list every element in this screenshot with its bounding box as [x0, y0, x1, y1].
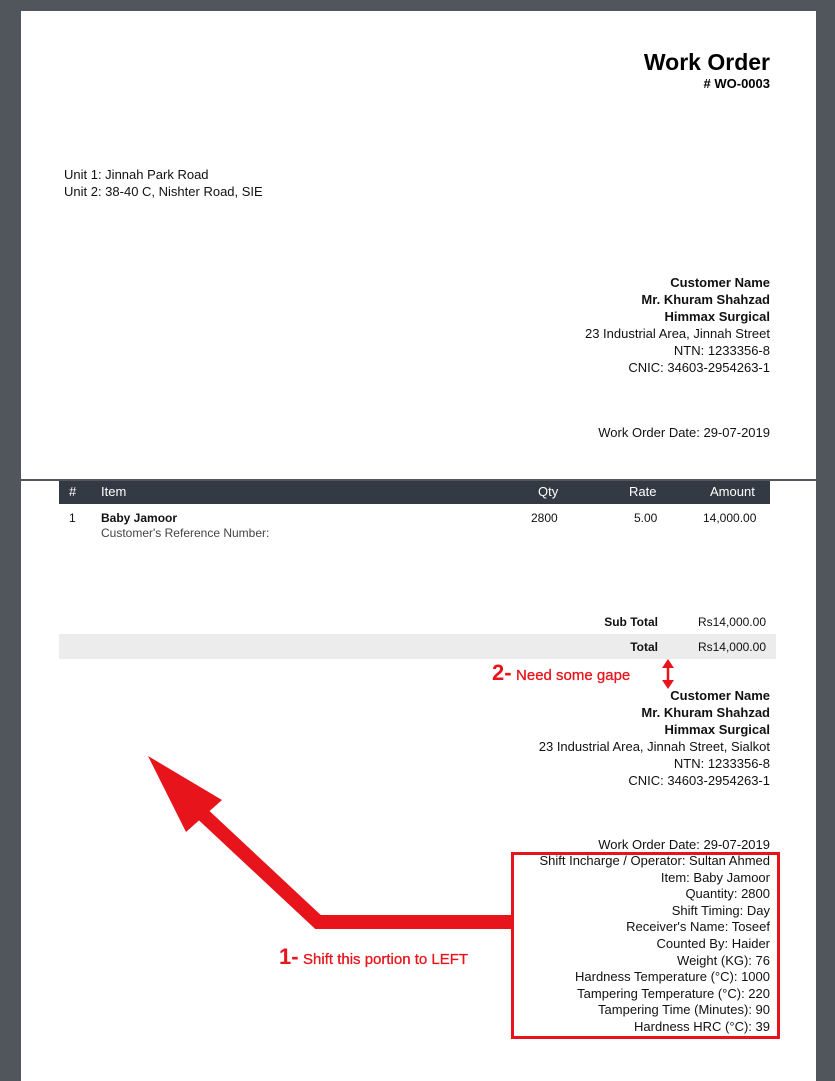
customer-cnic: CNIC: 34603-2954263-1 [628, 360, 770, 375]
detail-hardness-hrc: Hardness HRC (°C): 39 [634, 1018, 770, 1034]
customer-address: 23 Industrial Area, Jinnah Street, Sialkot [538, 739, 770, 754]
header-item: Item [101, 484, 127, 499]
unit-address-1: Unit 1: Jinnah Park Road [64, 167, 209, 182]
row-amount: 14,000.00 [703, 511, 757, 525]
customer-name: Mr. Khuram Shahzad [641, 292, 770, 307]
header-qty: Qty [538, 484, 559, 499]
detail-hardness-temperature: Hardness Temperature (°C): 1000 [575, 969, 770, 985]
document-title: Work Order [643, 49, 770, 75]
customer-name: Mr. Khuram Shahzad [641, 705, 770, 720]
note-1-text: Shift this portion to LEFT [303, 951, 469, 968]
header-amount: Amount [710, 484, 755, 499]
note-2 [492, 660, 630, 686]
header-num: # [69, 484, 77, 499]
detail-tampering-time: Tampering Time (Minutes): 90 [598, 1002, 770, 1018]
row-qty: 2800 [531, 511, 558, 525]
header-rate: Rate [629, 484, 657, 499]
detail-quantity: Quantity: 2800 [685, 886, 770, 902]
gap-arrow-up [662, 659, 674, 668]
total-label: Total [630, 640, 658, 654]
subtotal-label: Sub Total [604, 615, 658, 629]
customer-cnic: CNIC: 34603-2954263-1 [628, 773, 770, 788]
detail-tampering-temperature: Tampering Temperature (°C): 220 [577, 985, 770, 1001]
detail-weight: Weight (KG): 76 [677, 952, 770, 968]
gap-arrow-down [662, 680, 674, 689]
detail-item: Item: Baby Jamoor [660, 869, 770, 885]
note-1-number: 1- [279, 944, 299, 969]
work-order-date-bottom: Work Order Date: 29-07-2019 [598, 837, 770, 852]
work-order-number: # WO-0003 [703, 76, 770, 91]
work-order-date: Work Order Date: 29-07-2019 [598, 425, 770, 440]
row-reference: Customer's Reference Number: [101, 526, 270, 540]
note-1 [279, 944, 468, 970]
detail-operator: Shift Incharge / Operator: Sultan Ahmed [539, 853, 770, 868]
customer-label: Customer Name [670, 275, 770, 290]
subtotal-value: Rs14,000.00 [697, 615, 766, 629]
detail-counted-by: Counted By: Haider [656, 935, 770, 951]
note-2-number: 2- [492, 660, 512, 685]
unit-address-2: Unit 2: 38-40 C, Nishter Road, SIE [64, 184, 263, 199]
row-rate: 5.00 [634, 511, 658, 525]
customer-company: Himmax Surgical [664, 722, 770, 737]
total-value: Rs14,000.00 [697, 640, 766, 654]
detail-shift-timing: Shift Timing: Day [671, 902, 770, 918]
row-num: 1 [69, 511, 76, 525]
customer-address: 23 Industrial Area, Jinnah Street [584, 326, 770, 341]
customer-company: Himmax Surgical [664, 309, 770, 324]
customer-ntn: NTN: 1233356-8 [673, 756, 770, 771]
customer-label: Customer Name [670, 688, 770, 703]
left-arrow-shaft [196, 808, 512, 922]
detail-receiver: Receiver's Name: Toseef [626, 919, 770, 935]
row-item-name: Baby Jamoor [101, 511, 178, 525]
note-2-text: Need some gape [516, 667, 631, 684]
customer-ntn: NTN: 1233356-8 [673, 343, 770, 358]
